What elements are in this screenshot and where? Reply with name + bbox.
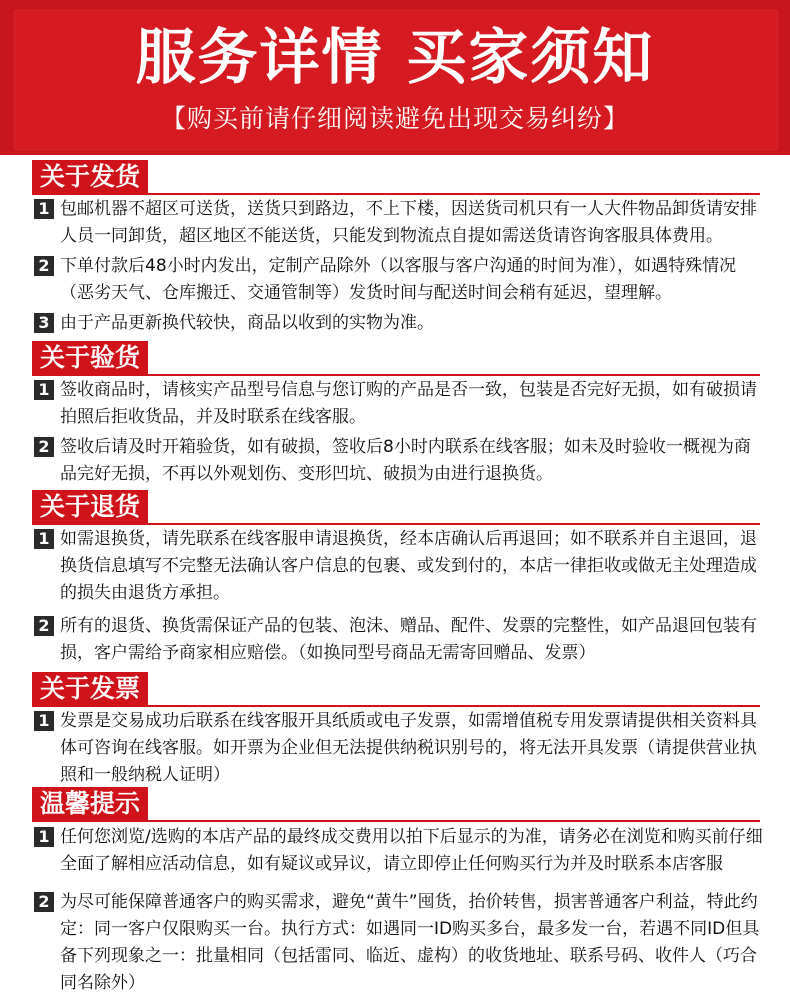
- section-title-invoice: 关于发票: [32, 672, 148, 706]
- list-item: [34, 434, 764, 488]
- list-item: [34, 310, 764, 337]
- section-divider: [32, 820, 760, 822]
- item-text: 下单付款后48小时内发出，定制产品除外（以客服与客户沟通的时间为准），如遇特殊情况（恶劣天气、仓库搬迁、交通管制等）发货时间与配送时间会稍有延迟，望理解。: [60, 256, 737, 303]
- list-item: [34, 613, 764, 667]
- section-divider: [32, 523, 760, 525]
- list-item: [34, 708, 764, 789]
- item-text: 为尽可能保障普通客户的购买需求，避免“黄牛”囤货，抬价转售，损害普通客户利益，特此约定：同一客户仅限购买一台。执行方式：如遇同一ID购买多台，最多发一台，若遇不同ID但具备下列现象之一：批量相同（包括雷同、临近、虚构）的收货地址、联系号码、收件人（巧合同名除外）: [60, 892, 760, 993]
- item-text: 签收商品时，请核实产品型号信息与您订购的产品是否一致，包装是否完好无损，如有破损请拍照后拒收货品，并及时联系在线客服。: [60, 380, 757, 427]
- page-subtitle: 【购买前请仔细阅读避免出现交易纠纷】: [160, 104, 629, 133]
- section-title-inspection: 关于验货: [32, 341, 148, 375]
- section-divider: [32, 193, 760, 195]
- item-text: 包邮机器不超区可送货，送货只到路边，不上下楼，因送货司机只有一人大件物品卸货请安排人员一同卸货，超区地区不能送货，只能发到物流点自提如需送货请咨询客服具体费用。: [60, 199, 757, 246]
- item-text: 由于产品更新换代较快，商品以收到的实物为准。: [60, 313, 434, 333]
- page-title: 服务详情 买家须知: [135, 23, 655, 93]
- item-number: 1: [34, 827, 54, 847]
- item-number: 1: [34, 711, 54, 731]
- list-item: [34, 196, 764, 250]
- list-item: [34, 526, 764, 607]
- item-text: 所有的退货、换货需保证产品的包装、泡沫、赠品、配件、发票的完整性，如产品退回包装有损，客户需给予商家相应赔偿。（如换同型号商品无需寄回赠品、发票）: [60, 616, 757, 663]
- item-number: 1: [34, 380, 54, 400]
- section-divider: [32, 374, 760, 376]
- item-number: 2: [34, 616, 54, 636]
- item-number: 3: [34, 313, 54, 333]
- item-number: 2: [34, 892, 54, 912]
- section-title-tips: 温馨提示: [32, 787, 148, 821]
- item-text: 任何您浏览/选购的本店产品的最终成交费用以拍下后显示的为准，请务必在浏览和购买前仔细全面了解相应活动信息，如有疑议或异议，请立即停止任何购买行为并及时联系本店客服: [60, 827, 763, 874]
- item-number: 2: [34, 256, 54, 276]
- item-text: 发票是交易成功后联系在线客服开具纸质或电子发票，如需增值税专用发票请提供相关资料具体可咨询在线客服。如开票为企业但无法提供纳税识别号的，将无法开具发票（请提供营业执照和一般纳税人证明）: [60, 711, 757, 785]
- item-text: 签收后请及时开箱验货，如有破损，签收后8小时内联系在线客服；如未及时验收一概视为商品完好无损，不再以外观划伤、变形凹坑、破损为由进行退换货。: [60, 437, 751, 484]
- list-item: [34, 377, 764, 431]
- item-number: 1: [34, 199, 54, 219]
- list-item: [34, 253, 764, 307]
- section-divider: [32, 705, 760, 707]
- section-title-returns: 关于退货: [32, 490, 148, 524]
- item-number: 1: [34, 529, 54, 549]
- list-item: [34, 824, 764, 878]
- item-text: 如需退换货，请先联系在线客服申请退换货，经本店确认后再退回；如不联系并自主退回，退换货信息填写不完整无法确认客户信息的包裹、或发到付的，本店一律拒收或做无主处理造成的损失由退货方承担。: [60, 529, 757, 603]
- header-banner: [0, 0, 790, 155]
- list-item: [34, 889, 764, 997]
- section-title-shipping: 关于发货: [32, 160, 148, 194]
- item-number: 2: [34, 437, 54, 457]
